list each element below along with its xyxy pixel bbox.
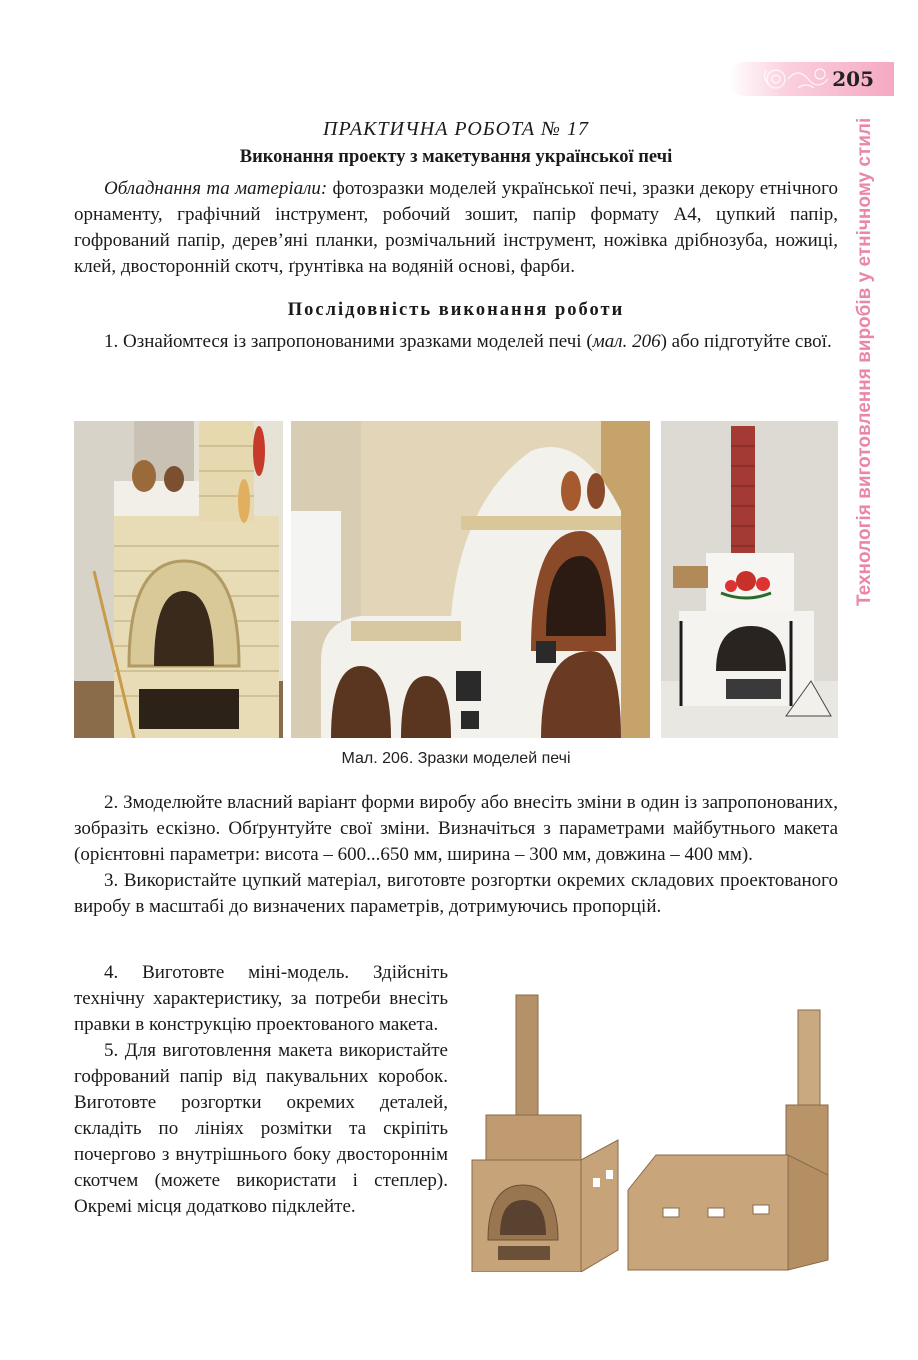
white-stove-photo [291,421,650,738]
main-content [74,118,838,355]
step-3: 3. Використайте цупкий матеріал, виготовте розгортки окремих складових проектованого виробу в масштабі до визначених параметрів, дотримуючись пропорцій. [74,870,838,917]
work-title: ПРАКТИЧНА РОБОТА № 17 [323,118,589,140]
step-5: 5. Для виготовлення макета використайте гофрований папір від пакувальних коробок. Виготовте розгортки окремих деталей, складіть по лініях розмітки та скріпіть почергово з внутрішнього боку двостороннім скотчем (можете використати і степлер). Окремі місця додатково підклейте. [74,1040,448,1217]
work-subtitle: Виконання проекту з макетування української печі [239,147,673,167]
step-4: 4. Виготовте міні-модель. Здійсніть технічну характеристику, за потреби внесіть правки в конструкцію проектованого макета. [74,962,448,1035]
figure-reference: мал. 206 [592,331,661,352]
side-chapter-title: Технологія виготовлення виробів у етнічному стилі [854,118,875,607]
page-number-tab [728,62,894,96]
lower-content [74,790,838,920]
materials-paragraph [74,176,838,280]
step-1 [74,329,838,355]
cardboard-models-photo [468,990,838,1272]
narrow-text-column [74,960,448,1220]
figure-206-photos [74,421,838,738]
step-2: 2. Змоделюйте власний варіант форми виробу або внесіть зміни в один із запропонованих, зобразіть ескізно. Обґрунтуйте свої зміни. Визначіться з параметрами майбутнього макета (орієнтовні параметри: висота – 600...650 мм, ширина – 300 мм, довжина – 400 мм). [74,792,838,865]
materials-label: Обладнання та матеріали: [104,178,328,199]
step-1-end: ) або підготуйте свої. [660,331,832,352]
page-number: 205 [832,67,874,91]
step-1-text: 1. Ознайомтеся із запропонованими зразками моделей печі ( [104,331,593,352]
figure-caption: Мал. 206. Зразки моделей печі [341,750,571,767]
sequence-title: Послідовність виконання роботи [287,300,625,320]
brick-stove-photo [74,421,283,738]
model-stove-photo [661,421,838,738]
materials-text: фотозразки моделей української печі, зразки декору етнічного орнаменту, графічний інструмент, робочий зошит, папір формату А4, цупкий папір, гофрований папір, дерев’яні планки, розмічальний інструмент, ножівка дрібнозуба, ножиці, клей, двосторонній скотч, ґрунтівка на водяній основі, фарби. [74,178,838,277]
